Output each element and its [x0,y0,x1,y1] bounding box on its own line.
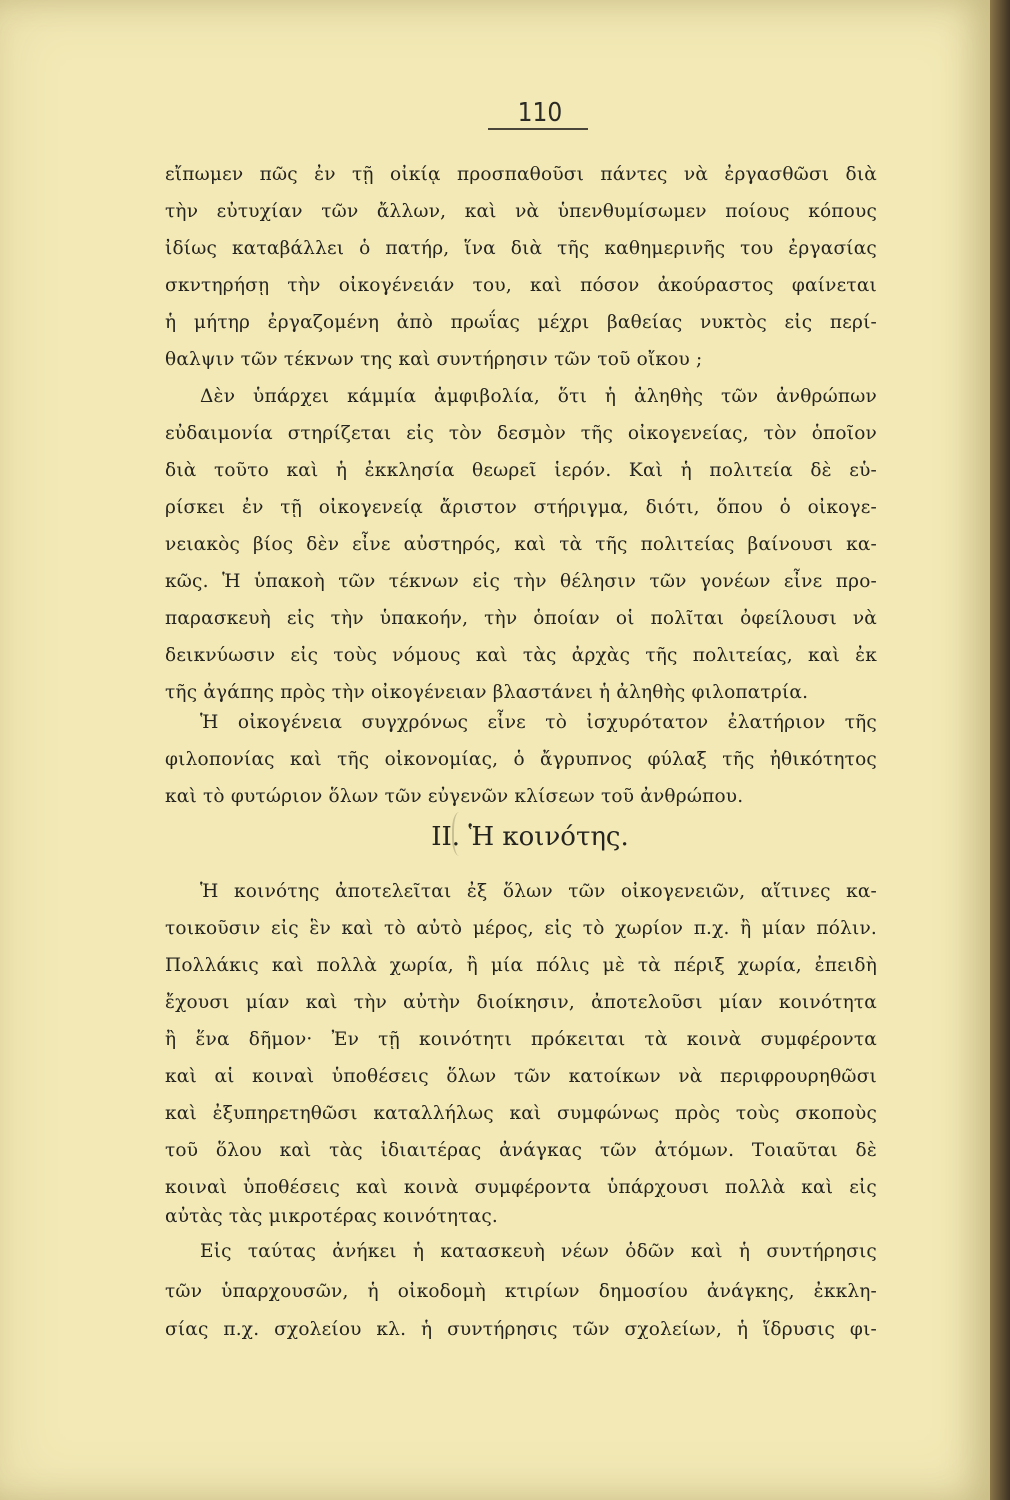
text-line: τοῦ ὅλου καὶ τὰς ἰδιαιτέρας ἀνάγκας τῶν ἀτόμων. Τοιαῦται δὲ [165,1140,877,1161]
section-title: II. Ἡ κοινότης. [431,822,629,852]
text-line: νειακὸς βίος δὲν εἶνε αὐστηρός, καὶ τὰ τῆς πολιτείας βαίνουσι κα- [165,534,877,555]
text-line: ἡ μήτηρ ἐργαζομένη ἀπὸ πρωΐας μέχρι βαθείας νυκτὸς εἰς περί- [165,312,877,333]
text-line: εὐδαιμονία στηρίζεται εἰς τὸν δεσμὸν τῆς οἰκογενείας, τὸν ὁποῖον [165,423,877,444]
text-line: δεικνύωσιν εἰς τοὺς νόμους καὶ τὰς ἀρχὰς τῆς πολιτείας, καὶ ἐκ [165,645,877,666]
text-line: Ἡ κοινότης ἀποτελεῖται ἐξ ὅλων τῶν οἰκογενειῶν, αἵτινες κα- [200,881,877,902]
text-line: αὐτὰς τὰς μικροτέρας κοινότητας. [165,1206,498,1227]
text-line: Πολλάκις καὶ πολλὰ χωρία, ἢ μία πόλις μὲ τὰ πέριξ χωρία, ἐπειδὴ [165,955,877,976]
text-line: σκντηρήσῃ τὴν οἰκογένειάν του, καὶ πόσον ἀκούραστος φαίνεται [165,275,877,296]
text-line: διὰ τοῦτο καὶ ἡ ἐκκλησία θεωρεῖ ἱερόν. Καὶ ἡ πολιτεία δὲ εὑ- [165,460,877,481]
text-line: ἰδίως καταβάλλει ὁ πατήρ, ἵνα διὰ τῆς καθημερινῆς του ἐργασίας [165,238,877,259]
book-binding-edge [990,0,1010,1500]
text-line: Ἡ οἰκογένεια συγχρόνως εἶνε τὸ ἰσχυρότατον ἐλατήριον τῆς [200,712,877,733]
page-number: 110 [517,98,563,128]
text-line: καὶ αἱ κοιναὶ ὑποθέσεις ὅλων τῶν κατοίκων νὰ περιφρουρηθῶσι [165,1066,877,1087]
text-line: κοιναὶ ὑποθέσεις καὶ κοινὰ συμφέροντα ὑπάρχουσι πολλὰ καὶ εἰς [165,1177,877,1198]
text-line: Δὲν ὑπάρχει κάμμία ἀμφιβολία, ὅτι ἡ ἀληθὴς τῶν ἀνθρώπων [200,386,877,407]
text-line: τοικοῦσιν εἰς ἓν καὶ τὸ αὐτὸ μέρος, εἰς τὸ χωρίον π.χ. ἢ μίαν πόλιν. [165,918,877,939]
text-line: παρασκευὴ εἰς τὴν ὑπακοήν, τὴν ὁποίαν οἱ πολῖται ὀφείλουσι νὰ [165,608,877,629]
text-line: ἔχουσι μίαν καὶ τὴν αὐτὴν διοίκησιν, ἀποτελοῦσι μίαν κοινότητα [165,992,877,1013]
text-line: θαλψιν τῶν τέκνων της καὶ συντήρησιν τῶν τοῦ οἴκου ; [165,349,703,370]
text-line: φιλοπονίας καὶ τῆς οἰκονομίας, ὁ ἄγρυπνος φύλαξ τῆς ἠθικότητος [165,749,877,770]
text-line: τῆς ἀγάπης πρὸς τὴν οἰκογένειαν βλαστάνει ἡ ἀληθὴς φιλοπατρία. [165,682,809,703]
text-line: καὶ τὸ φυτώριον ὅλων τῶν εὐγενῶν κλίσεων τοῦ ἀνθρώπου. [165,786,744,807]
text-line: Εἰς ταύτας ἀνήκει ἡ κατασκευὴ νέων ὁδῶν καὶ ἡ συντήρησις [200,1241,877,1262]
text-line: εἴπωμεν πῶς ἐν τῇ οἰκίᾳ προσπαθοῦσι πάντες νὰ ἐργασθῶσι διὰ [165,164,877,185]
text-line: τὴν εὐτυχίαν τῶν ἄλλων, καὶ νὰ ὑπενθυμίσωμεν ποίους κόπους [165,201,877,222]
text-line: σίας π.χ. σχολείου κλ. ἡ συντήρησις τῶν σχολείων, ἡ ἵδρυσις φι- [165,1319,877,1340]
text-line: ἢ ἕνα δῆμον· Ἐν τῇ κοινότητι πρόκειται τὰ κοινὰ συμφέροντα [165,1029,877,1050]
text-line: κῶς. Ἡ ὑπακοὴ τῶν τέκνων εἰς τὴν θέλησιν τῶν γονέων εἶνε προ- [165,571,877,592]
text-line: τῶν ὑπαρχουσῶν, ἡ οἰκοδομὴ κτιρίων δημοσίου ἀνάγκης, ἐκκλη- [165,1281,877,1302]
text-line: καὶ ἐξυπηρετηθῶσι καταλλήλως καὶ συμφώνως πρὸς τοὺς σκοποὺς [165,1103,877,1124]
text-line: ρίσκει ἐν τῇ οἰκογενείᾳ ἄριστον στήριγμα, διότι, ὅπου ὁ οἰκογε- [165,497,877,518]
page-number-rule [488,128,588,130]
